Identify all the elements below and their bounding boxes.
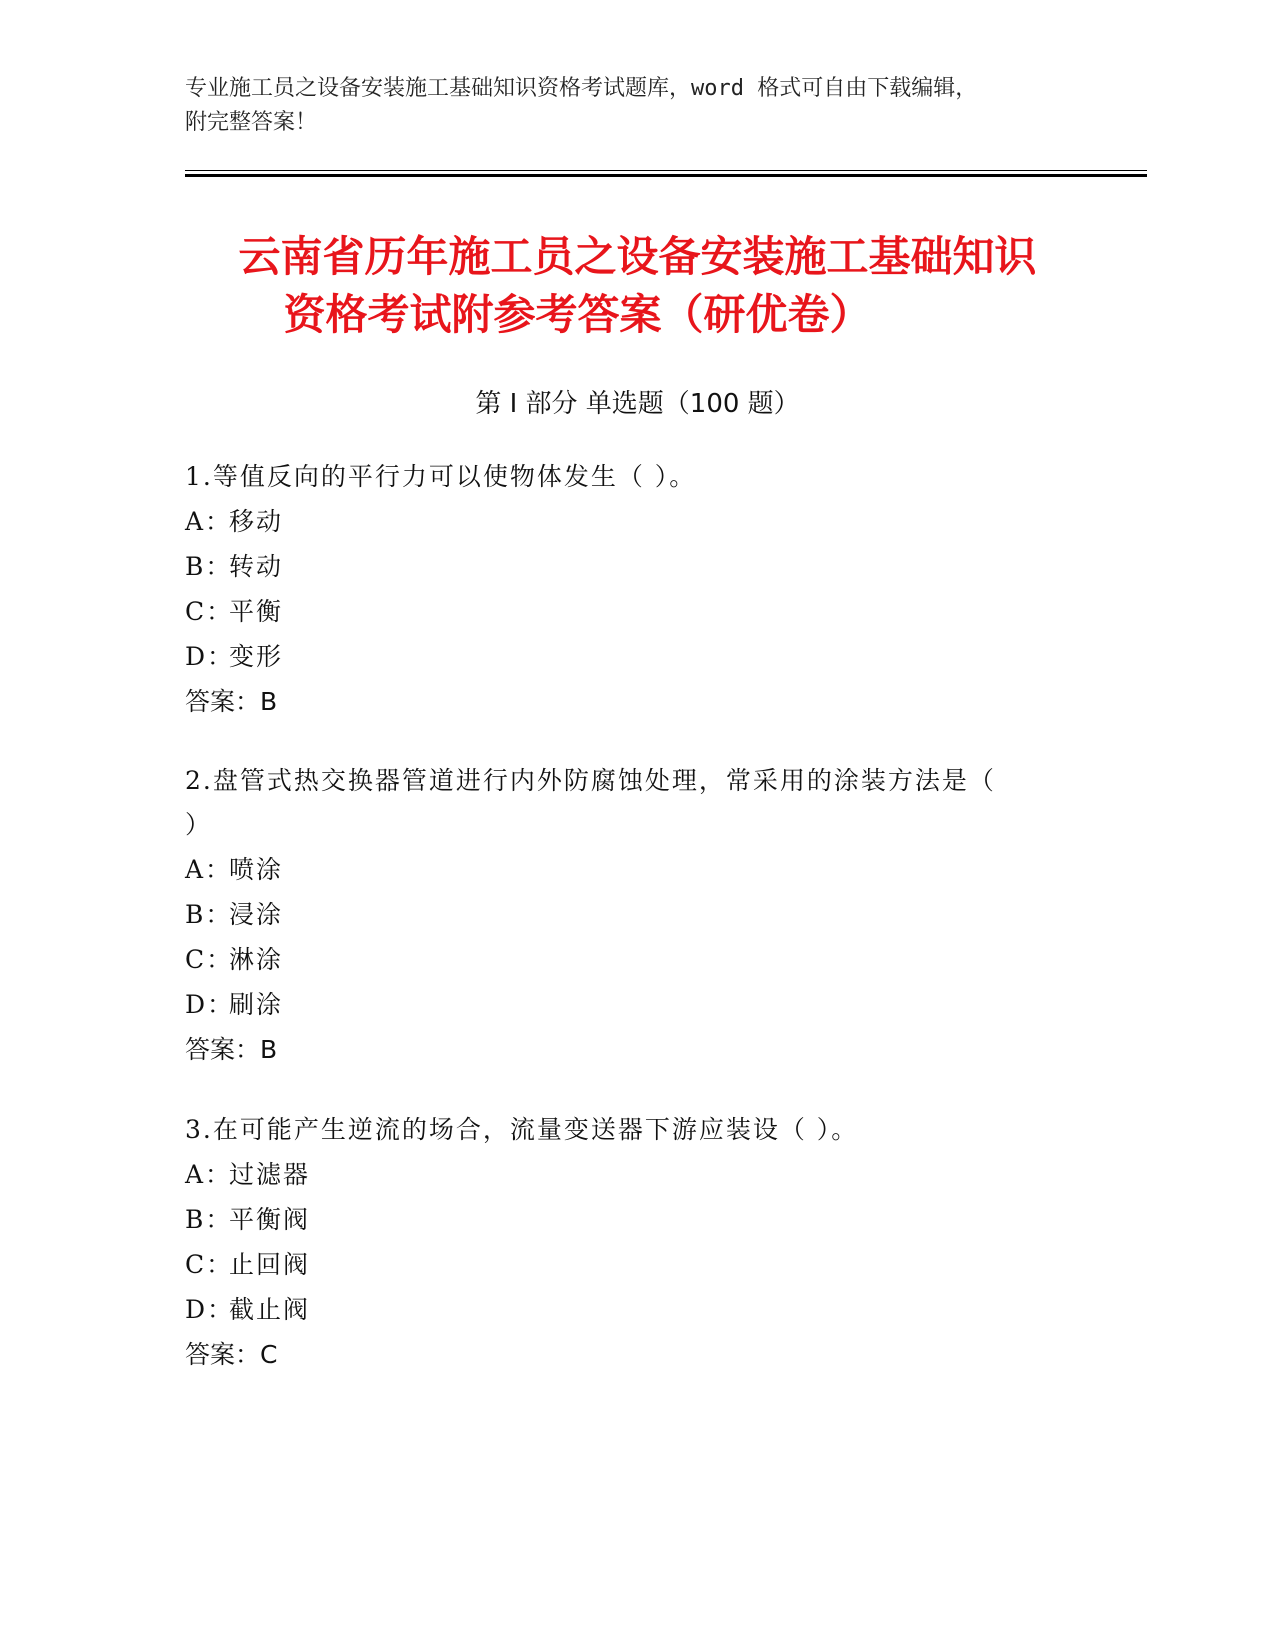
option-text: 过滤器 bbox=[229, 1160, 311, 1189]
option-b bbox=[185, 1197, 1065, 1242]
option-key: A： bbox=[185, 507, 233, 536]
option-key: D： bbox=[185, 642, 235, 671]
option-key: A： bbox=[185, 855, 233, 884]
option-key: D： bbox=[185, 1295, 235, 1324]
option-d bbox=[185, 634, 1065, 679]
option-text: 变形 bbox=[229, 642, 284, 671]
document-title-line-1: 云南省历年施工员之设备安装施工基础知识 bbox=[238, 232, 1037, 281]
question-stem-continuation: ） bbox=[185, 810, 213, 839]
option-key: C： bbox=[185, 597, 234, 626]
question-stem: 1.等值反向的平行力可以使物体发生（ ）。 bbox=[185, 462, 697, 491]
question-3 bbox=[185, 1108, 1065, 1377]
header-note bbox=[185, 72, 1085, 140]
option-text: 淋涂 bbox=[229, 945, 284, 974]
section-heading: 第 I 部分 单选题（100 题） bbox=[475, 389, 800, 419]
option-text: 转动 bbox=[229, 552, 284, 581]
option-key: B： bbox=[185, 552, 233, 581]
option-key: B： bbox=[185, 900, 233, 929]
option-a bbox=[185, 1152, 1065, 1197]
option-c bbox=[185, 937, 1065, 982]
option-key: C： bbox=[185, 1250, 234, 1279]
option-text: 平衡阀 bbox=[229, 1205, 311, 1234]
option-text: 移动 bbox=[229, 507, 284, 536]
header-rule-thick bbox=[185, 174, 1147, 177]
question-stem: 2.盘管式热交换器管道进行内外防腐蚀处理，常采用的涂装方法是（ bbox=[185, 766, 996, 795]
option-b bbox=[185, 892, 1065, 937]
answer: 答案：B bbox=[185, 687, 278, 716]
option-key: A： bbox=[185, 1160, 233, 1189]
option-d bbox=[185, 982, 1065, 1027]
header-rule-thin bbox=[185, 170, 1147, 171]
question-1 bbox=[185, 455, 1065, 724]
option-text: 刷涂 bbox=[229, 990, 284, 1019]
option-c bbox=[185, 1242, 1065, 1287]
option-a bbox=[185, 499, 1065, 544]
option-key: B： bbox=[185, 1205, 233, 1234]
option-text: 喷涂 bbox=[229, 855, 284, 884]
option-a bbox=[185, 847, 1065, 892]
document-title-line-2: 资格考试附参考答案（研优卷） bbox=[283, 290, 872, 339]
option-c bbox=[185, 589, 1065, 634]
header-note-line-2: 附完整答案！ bbox=[185, 110, 318, 135]
option-b bbox=[185, 544, 1065, 589]
option-d bbox=[185, 1287, 1065, 1332]
option-text: 浸涂 bbox=[229, 900, 284, 929]
option-text: 截止阀 bbox=[229, 1295, 311, 1324]
question-2 bbox=[185, 759, 1065, 1072]
option-key: C： bbox=[185, 945, 234, 974]
option-key: D： bbox=[185, 990, 235, 1019]
header-note-line-1: 专业施工员之设备安装施工基础知识资格考试题库，word 格式可自由下载编辑， bbox=[185, 76, 978, 101]
document-title bbox=[100, 228, 1175, 344]
question-stem: 3.在可能产生逆流的场合，流量变送器下游应装设（ ）。 bbox=[185, 1115, 859, 1144]
answer: 答案：C bbox=[185, 1340, 278, 1369]
option-text: 止回阀 bbox=[229, 1250, 311, 1279]
option-text: 平衡 bbox=[229, 597, 284, 626]
answer: 答案：B bbox=[185, 1035, 278, 1064]
